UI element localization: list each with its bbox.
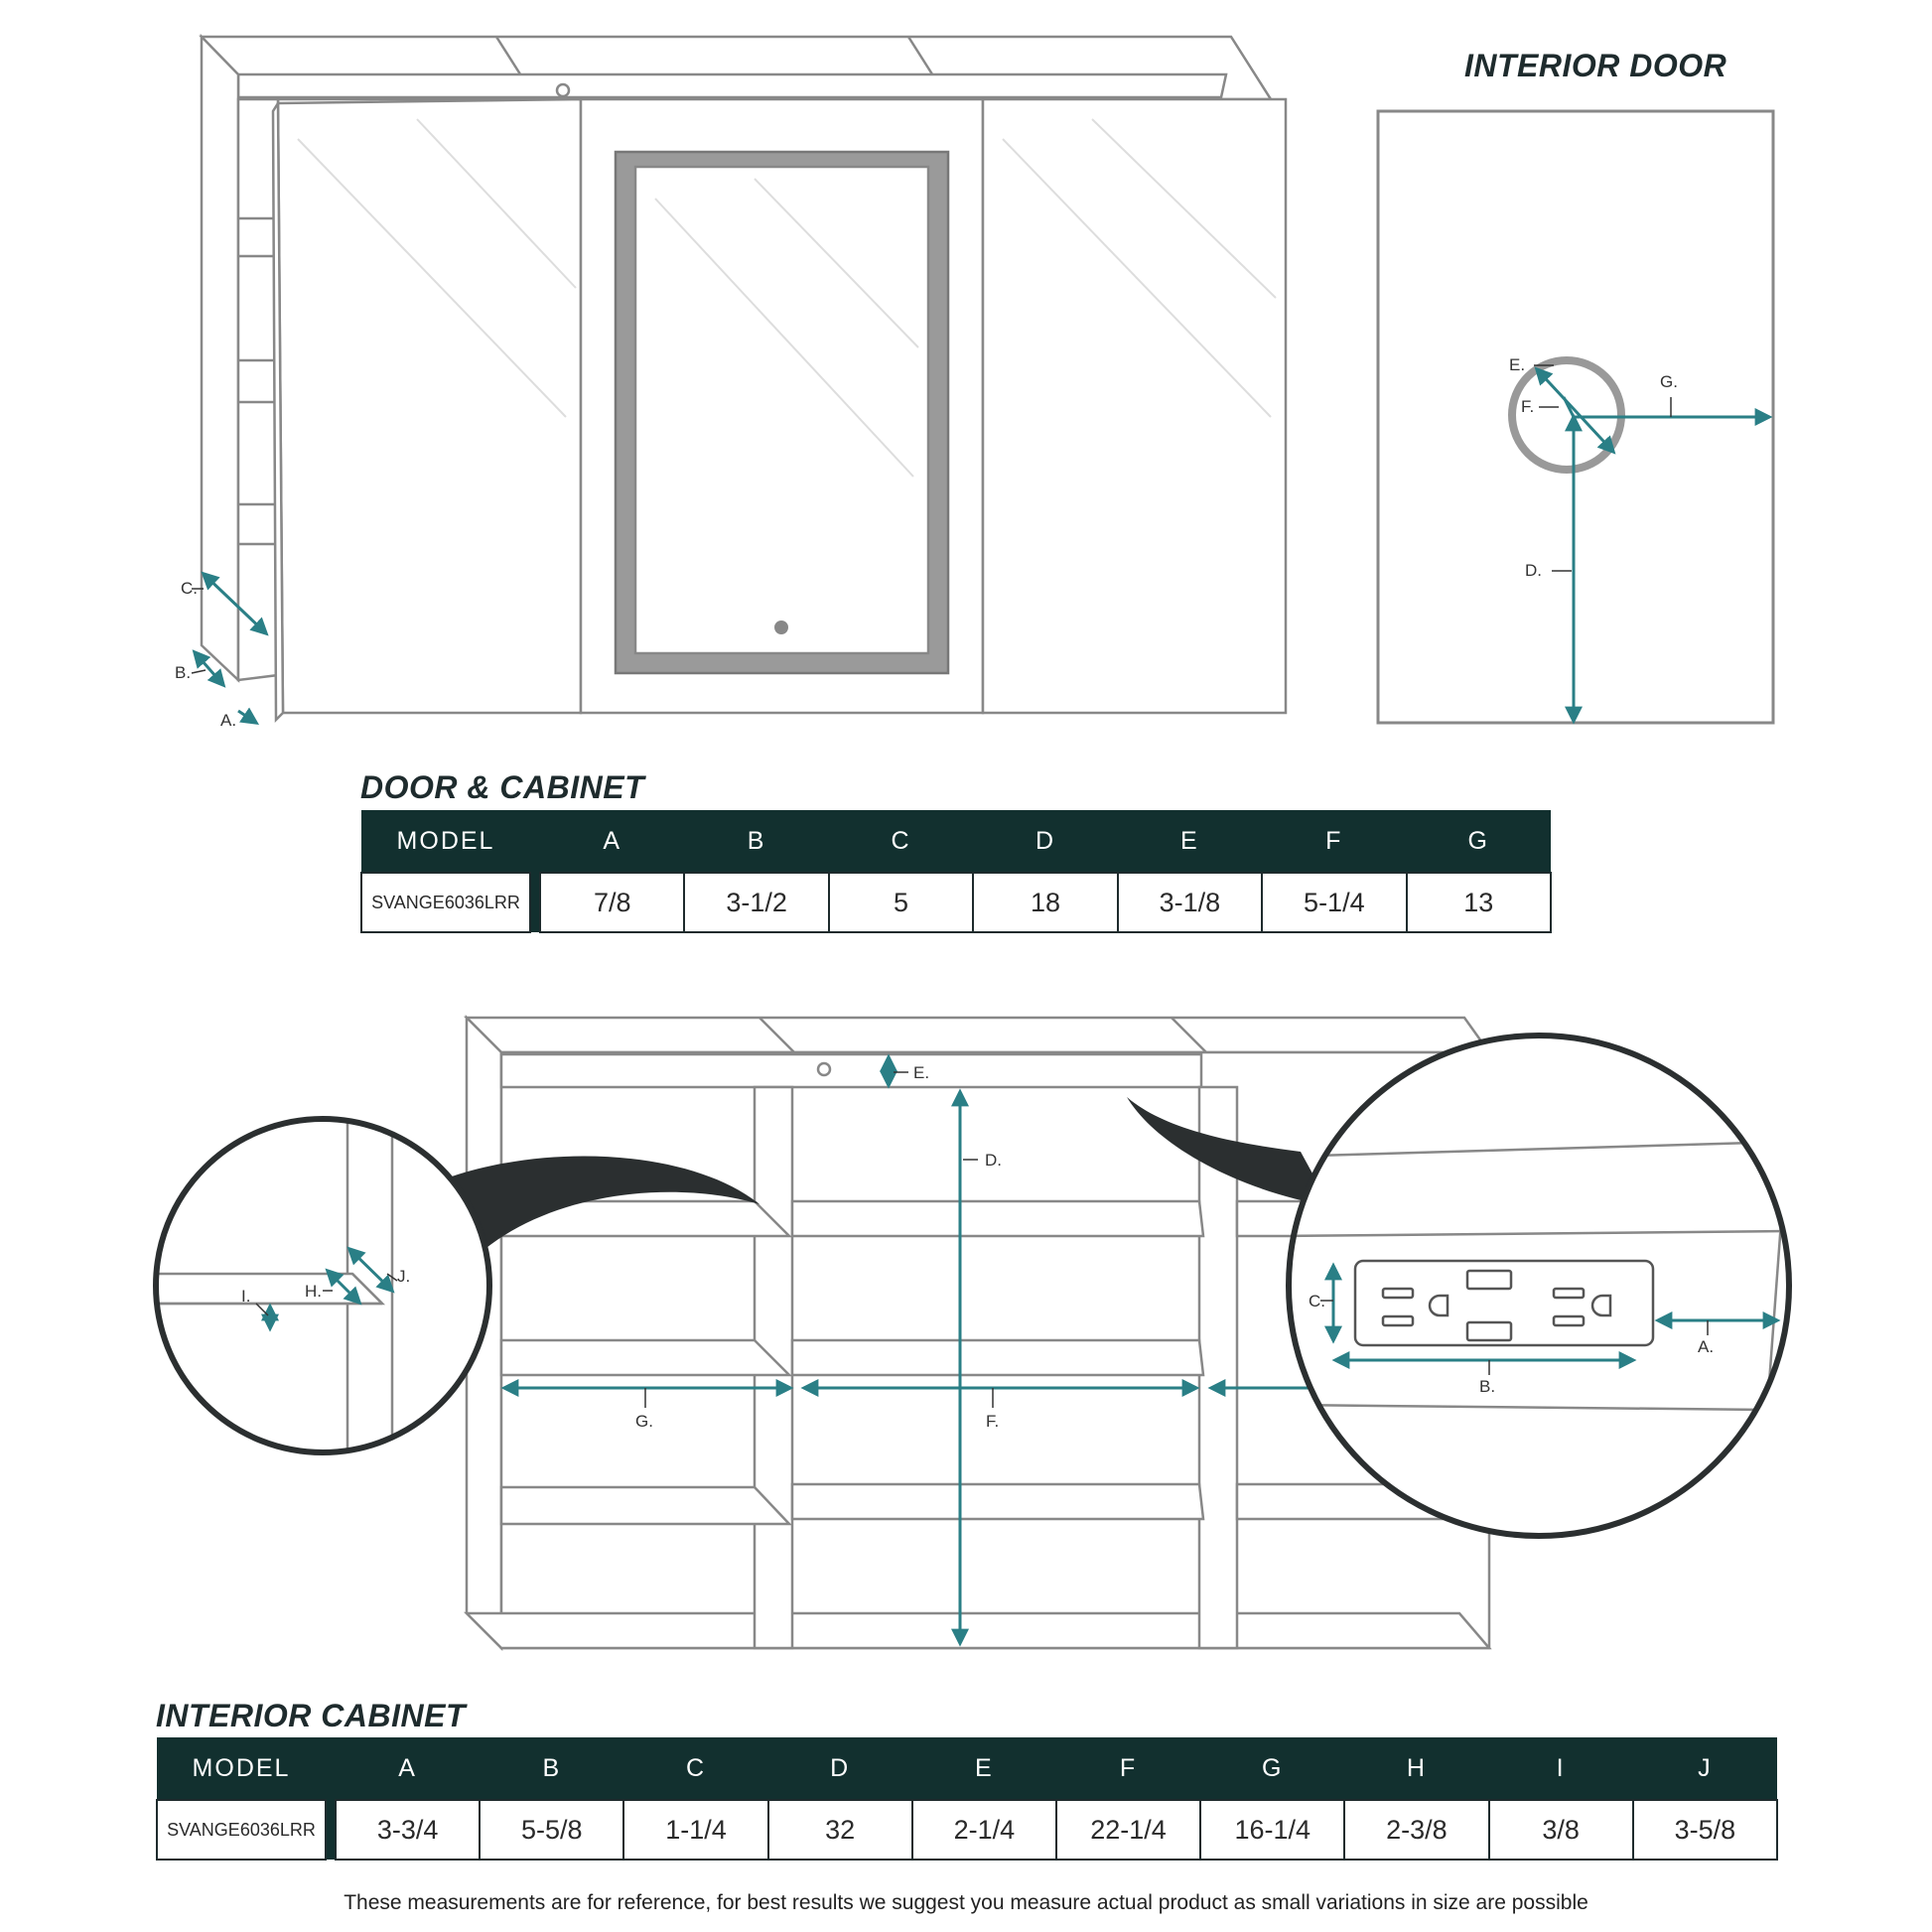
value-e: 2-1/4	[912, 1800, 1056, 1860]
door-label-g: G.	[1660, 372, 1678, 391]
value-c: 5	[829, 873, 973, 932]
table-header-row	[361, 810, 1551, 873]
value-f: 22-1/4	[1056, 1800, 1200, 1860]
header-a: A	[540, 810, 684, 873]
outlet-label-c: C.	[1309, 1292, 1325, 1311]
value-b: 3-1/2	[684, 873, 828, 932]
value-a: 3-3/4	[336, 1800, 480, 1860]
header-e: E	[912, 1737, 1056, 1800]
value-f: 5-1/4	[1262, 873, 1406, 932]
header-f: F	[1056, 1737, 1200, 1800]
cabinet-label-b: B.	[175, 663, 192, 682]
outlet-label-a: A.	[1698, 1337, 1715, 1356]
interior-door-drawing	[1378, 111, 1773, 723]
value-d: 18	[973, 873, 1117, 932]
header-d: D	[768, 1737, 912, 1800]
outlet-detail-callout	[1281, 1035, 1789, 1536]
int-label-h: H.	[305, 1282, 322, 1301]
int-label-g: G.	[635, 1412, 653, 1431]
header-j: J	[1633, 1737, 1777, 1800]
door-cabinet-table	[360, 810, 1552, 933]
interior-door-title: INTERIOR DOOR	[1464, 48, 1727, 83]
header-gap	[530, 810, 540, 873]
header-e: E	[1118, 810, 1262, 873]
value-i: 3/8	[1489, 1800, 1633, 1860]
closed-cabinet-drawing	[202, 37, 1286, 720]
header-a: A	[336, 1737, 480, 1800]
door-label-e: E.	[1509, 355, 1526, 374]
outlet-label-b: B.	[1479, 1377, 1496, 1396]
value-e: 3-1/8	[1118, 873, 1262, 932]
int-label-e: E.	[913, 1063, 930, 1082]
value-j: 3-5/8	[1633, 1800, 1777, 1860]
int-label-j: J.	[397, 1267, 411, 1286]
touch-button-icon	[774, 621, 788, 634]
model-cell: SVANGE6036LRR	[157, 1800, 326, 1860]
header-c: C	[829, 810, 973, 873]
model-cell: SVANGE6036LRR	[361, 873, 530, 932]
cabinet-label-a: A.	[220, 711, 237, 730]
header-gap	[326, 1737, 336, 1800]
value-g: 13	[1407, 873, 1551, 932]
interior-cabinet-title: INTERIOR CABINET	[156, 1698, 466, 1733]
header-b: B	[480, 1737, 623, 1800]
cabinet-label-c: C.	[181, 579, 198, 598]
value-g: 16-1/4	[1200, 1800, 1344, 1860]
int-label-i: I.	[241, 1287, 251, 1306]
value-h: 2-3/8	[1344, 1800, 1488, 1860]
value-a: 7/8	[540, 873, 684, 932]
gap-cell	[530, 873, 540, 932]
button-icon	[557, 84, 569, 96]
value-b: 5-5/8	[480, 1800, 623, 1860]
value-d: 32	[768, 1800, 912, 1860]
header-h: H	[1344, 1737, 1488, 1800]
door-label-d: D.	[1525, 561, 1542, 580]
header-model: MODEL	[361, 810, 530, 873]
outlet-icon	[1355, 1261, 1653, 1345]
int-label-d: D.	[985, 1151, 1002, 1170]
value-c: 1-1/4	[623, 1800, 767, 1860]
gap-cell	[326, 1800, 336, 1860]
int-label-f: F.	[986, 1412, 1000, 1431]
header-g: G	[1407, 810, 1551, 873]
interior-cabinet-table	[156, 1737, 1778, 1861]
header-model: MODEL	[157, 1737, 326, 1800]
header-c: C	[623, 1737, 767, 1800]
header-d: D	[973, 810, 1117, 873]
header-b: B	[684, 810, 828, 873]
header-g: G	[1200, 1737, 1344, 1800]
door-cabinet-title: DOOR & CABINET	[360, 769, 645, 805]
table-header-row	[157, 1737, 1777, 1800]
door-label-f: F.	[1521, 397, 1535, 416]
table-row	[361, 873, 1551, 932]
footnote: These measurements are for reference, for best results we suggest you measure actual product as small variations in size are possible	[344, 1891, 1588, 1914]
header-i: I	[1489, 1737, 1633, 1800]
header-f: F	[1262, 810, 1406, 873]
table-row	[157, 1800, 1777, 1860]
